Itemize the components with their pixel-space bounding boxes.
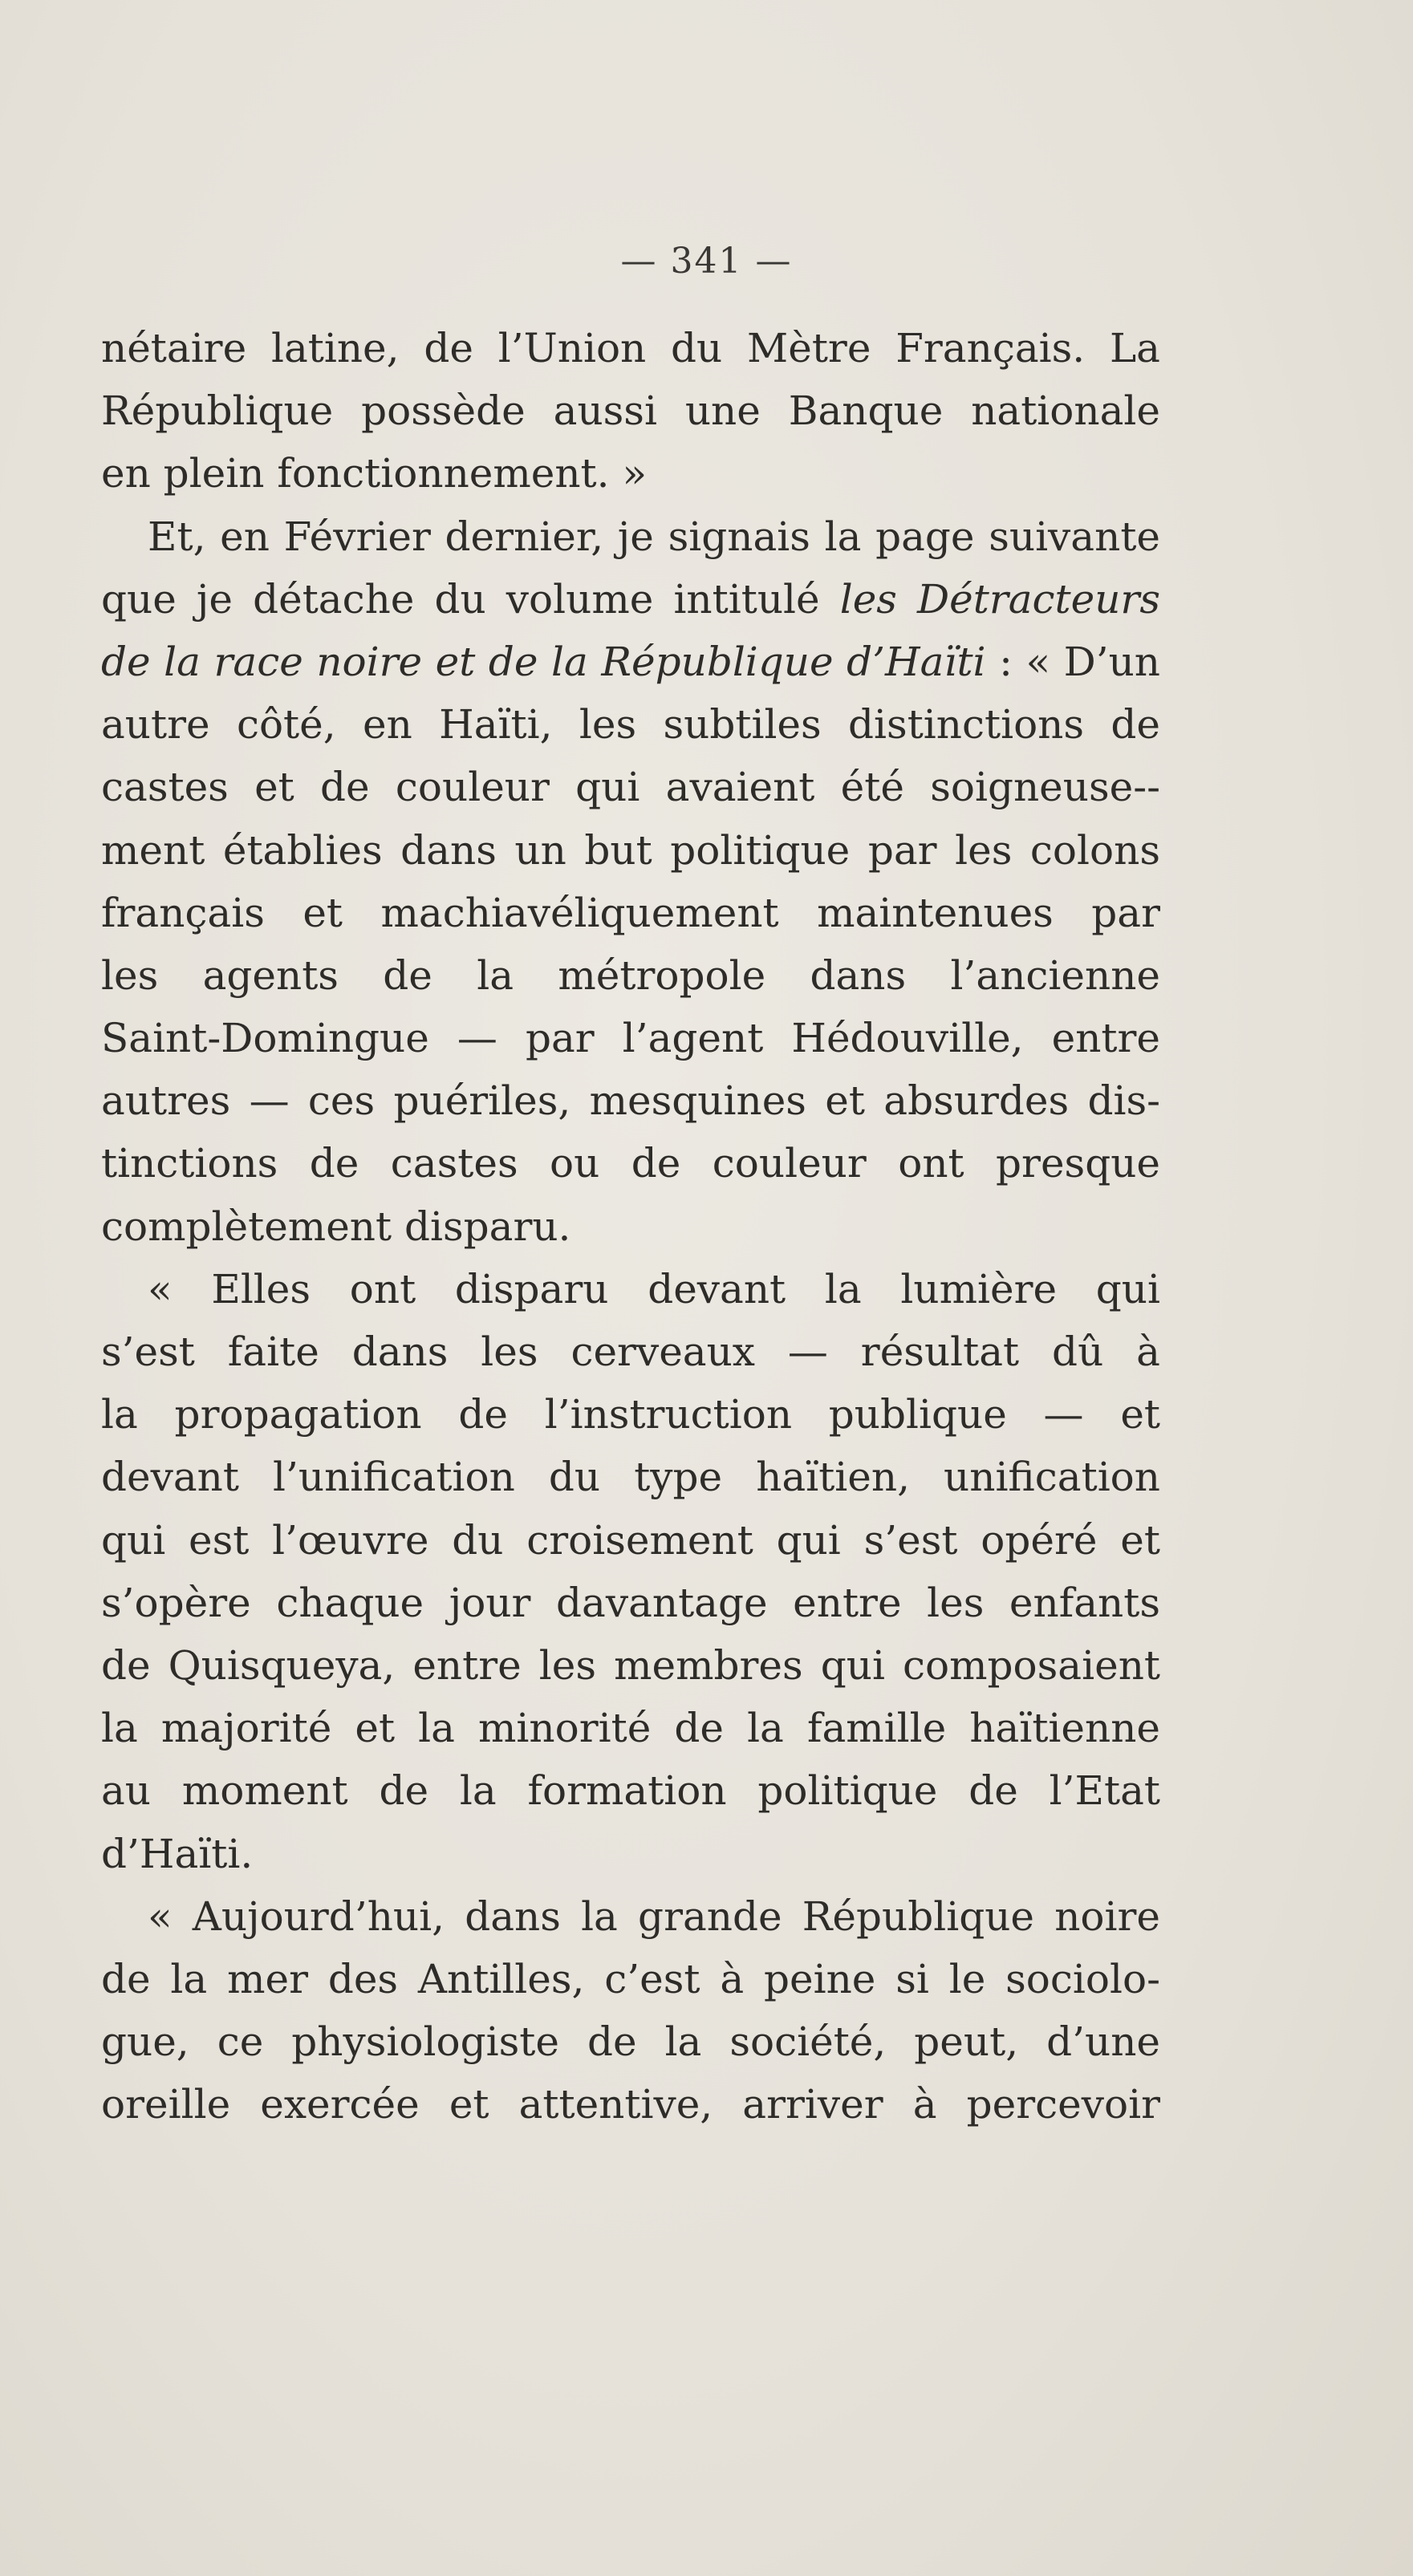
text-segment: oreille exercée et attentive, arriver à percevoi (101, 2081, 1142, 2128)
text-line-29 (101, 2073, 1160, 2136)
text-line-18: la propagation de l’instruction publique — et (101, 1391, 1160, 1438)
text-line-21: s’opère chaque jour davantage entre les enfants (101, 1579, 1160, 1626)
text-line-5 (101, 568, 1160, 631)
book-title-part-2: de la race noire et de la République d’Haïti (101, 638, 986, 685)
text-segment: que je détache du volume intitulé (101, 575, 840, 623)
text-line-11: les agents de la métropole dans l’ancienne (101, 951, 1160, 999)
text-line-3: en plein fonctionnement. » (101, 450, 648, 497)
text-line-16: « Elles ont disparu devant la lumière qui (148, 1265, 1160, 1312)
text-line-12: Saint-Domingue — par l’agent Hédouville, entre (101, 1015, 1160, 1062)
text-line-6 (101, 631, 1160, 693)
text-line-4: Et, en Février dernier, je signais la page suivante (148, 513, 1160, 560)
text-line-15: complètement disparu. (101, 1203, 571, 1250)
text-line-13: autres — ces puériles, mesquines et absurdes dis- (101, 1077, 1160, 1125)
text-line-28: gue, ce physiologiste de la société, peut, d’une (101, 2018, 1160, 2066)
text-line-9: ment établies dans un but politique par les colons (101, 826, 1160, 874)
text-line-27: de la mer des Antilles, c’est à peine si le sociolo- (101, 1955, 1160, 2002)
body-text (101, 317, 1160, 2136)
text-line-20: qui est l’œuvre du croisement qui s’est opéré et (101, 1516, 1160, 1564)
text-line-2: République possède aussi une Banque nationale (101, 387, 1160, 435)
text-line-14: tinctions de castes ou de couleur ont presque (101, 1140, 1160, 1187)
text-line-17: s’est faite dans les cerveaux — résultat dû à (101, 1329, 1160, 1375)
text-segment-tail: r (1141, 2081, 1160, 2128)
book-title-part-1: les Détracteurs (839, 575, 1160, 623)
text-line-7: autre côté, en Haïti, les subtiles distinctions de (101, 701, 1160, 748)
text-line-24: au moment de la formation politique de l’Etat (101, 1767, 1160, 1815)
text-line-23: la majorité et la minorité de la famille haïtienne (101, 1705, 1160, 1752)
page-number: — 341 — (620, 241, 793, 282)
text-segment: : « D’un (985, 638, 1160, 685)
text-line-22: de Quisqueya, entre les membres qui composaient (101, 1641, 1160, 1689)
text-line-1: nétaire latine, de l’Union du Mètre Français. La (101, 325, 1160, 371)
text-line-10: français et machiavéliquement maintenues par (101, 889, 1160, 936)
text-line-25: d’Haïti. (101, 1830, 254, 1877)
text-line-8: castes et de couleur qui avaient été soigneuse-- (101, 764, 1160, 811)
text-line-26: « Aujourd’hui, dans la grande République noire (148, 1892, 1160, 1940)
text-line-19: devant l’unification du type haïtien, unification (101, 1454, 1160, 1501)
